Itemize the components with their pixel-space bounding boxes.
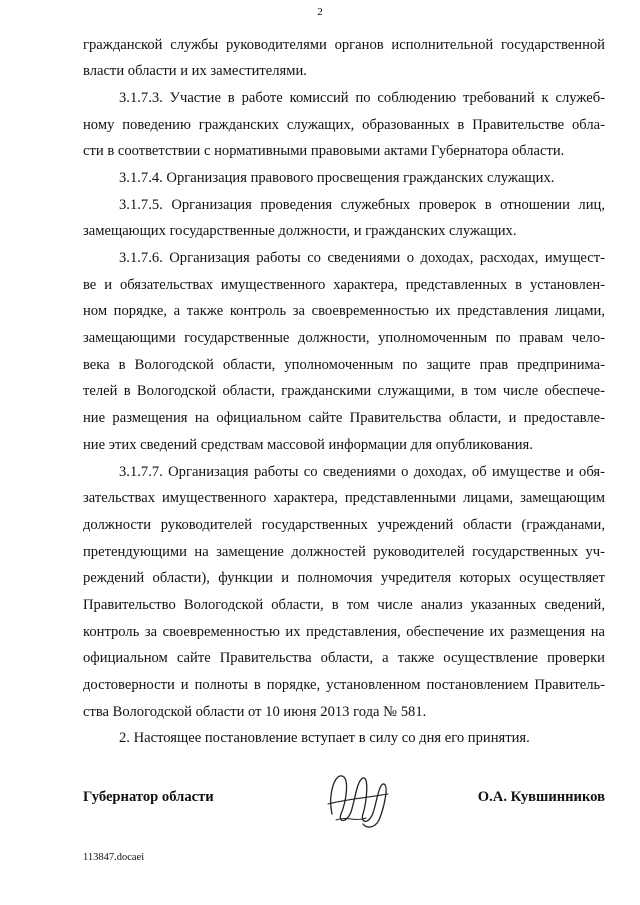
text-line: реждений области), функции и полномочия учредителя которых осуществляет	[83, 570, 605, 587]
paragraph-3-1-7-5	[83, 192, 605, 245]
paragraph-2-effective-date	[83, 725, 605, 752]
page-number: 2	[317, 6, 323, 18]
text-line: достоверности и полноты в порядке, установленном постановлением Правитель-	[83, 677, 605, 693]
signatory-position: Губернатор области	[83, 789, 214, 805]
paragraph-3-1-7-4	[83, 165, 605, 192]
text-line: Правительство Вологодской области, в том числе анализ указанных сведений,	[83, 596, 605, 613]
text-line: гражданской службы руководителями органов исполнительной государственной	[83, 36, 605, 53]
text-line: 3.1.7.7. Организация работы со сведениями о доходах, об имуществе и обя-	[119, 463, 605, 480]
signatory-name: О.А. Кувшинников	[477, 789, 605, 805]
paragraph-3-1-7-7	[83, 459, 605, 726]
text-line: ному поведению гражданских служащих, образованных в Правительстве обла-	[83, 116, 605, 133]
text-line: официальном сайте Правительства области, а также осуществление проверки	[83, 650, 605, 667]
text-line: века в Вологодской области, уполномоченным по защите прав предпринима-	[83, 356, 605, 373]
text-line: 3.1.7.3. Участие в работе комиссий по соблюдению требований к служеб-	[119, 89, 605, 106]
text-line: ве и обязательствах имущественного характера, представленных в установлен-	[83, 276, 605, 293]
text-line: ние размещения на официальном сайте Правительства области, и предоставле-	[83, 410, 605, 427]
text-line: замещающими государственные должности, уполномоченным по правам чело-	[83, 330, 605, 347]
text-line: должности руководителей государственных учреждений области (гражданами,	[83, 516, 605, 533]
paragraph-3-1-7-6	[83, 245, 605, 459]
text-line: ства Вологодской области от 10 июня 2013 года № 581.	[83, 703, 427, 720]
text-line: 3.1.7.5. Организация проведения служебных проверок в отношении лиц,	[119, 196, 605, 213]
text-line: зательствах имущественного характера, представленными лицами, замещающим	[83, 490, 605, 507]
text-line: замещающих государственные должности, и гражданских служащих.	[83, 223, 517, 240]
text-line: ном порядке, а также контроль за своевременностью их представления лицами,	[83, 303, 605, 320]
text-line: 2. Настоящее постановление вступает в силу со дня его принятия.	[119, 730, 530, 747]
text-line: власти области и их заместителями.	[83, 63, 307, 80]
text-line: претендующими на замещение должностей руководителей государственных уч-	[83, 543, 605, 560]
paragraph-continuation	[83, 32, 605, 85]
text-line: ние этих сведений средствам массовой информации для опубликования.	[83, 436, 533, 453]
footer-document-code: 113847.docaei	[83, 852, 145, 863]
text-line: телей в Вологодской области, гражданскими служащими, в том числе обеспече-	[83, 383, 605, 400]
text-line: контроль за своевременностью их представления, обеспечение их размещения на	[83, 623, 605, 640]
text-line: 3.1.7.4. Организация правового просвещения гражданских служащих.	[119, 169, 555, 186]
signature-block	[83, 784, 605, 811]
text-line: сти в соответствии с нормативными правовыми актами Губернатора области.	[83, 143, 565, 160]
document-body	[83, 32, 605, 753]
text-line: 3.1.7.6. Организация работы со сведениями о доходах, расходах, имущест-	[119, 250, 605, 266]
paragraph-3-1-7-3	[83, 85, 605, 165]
